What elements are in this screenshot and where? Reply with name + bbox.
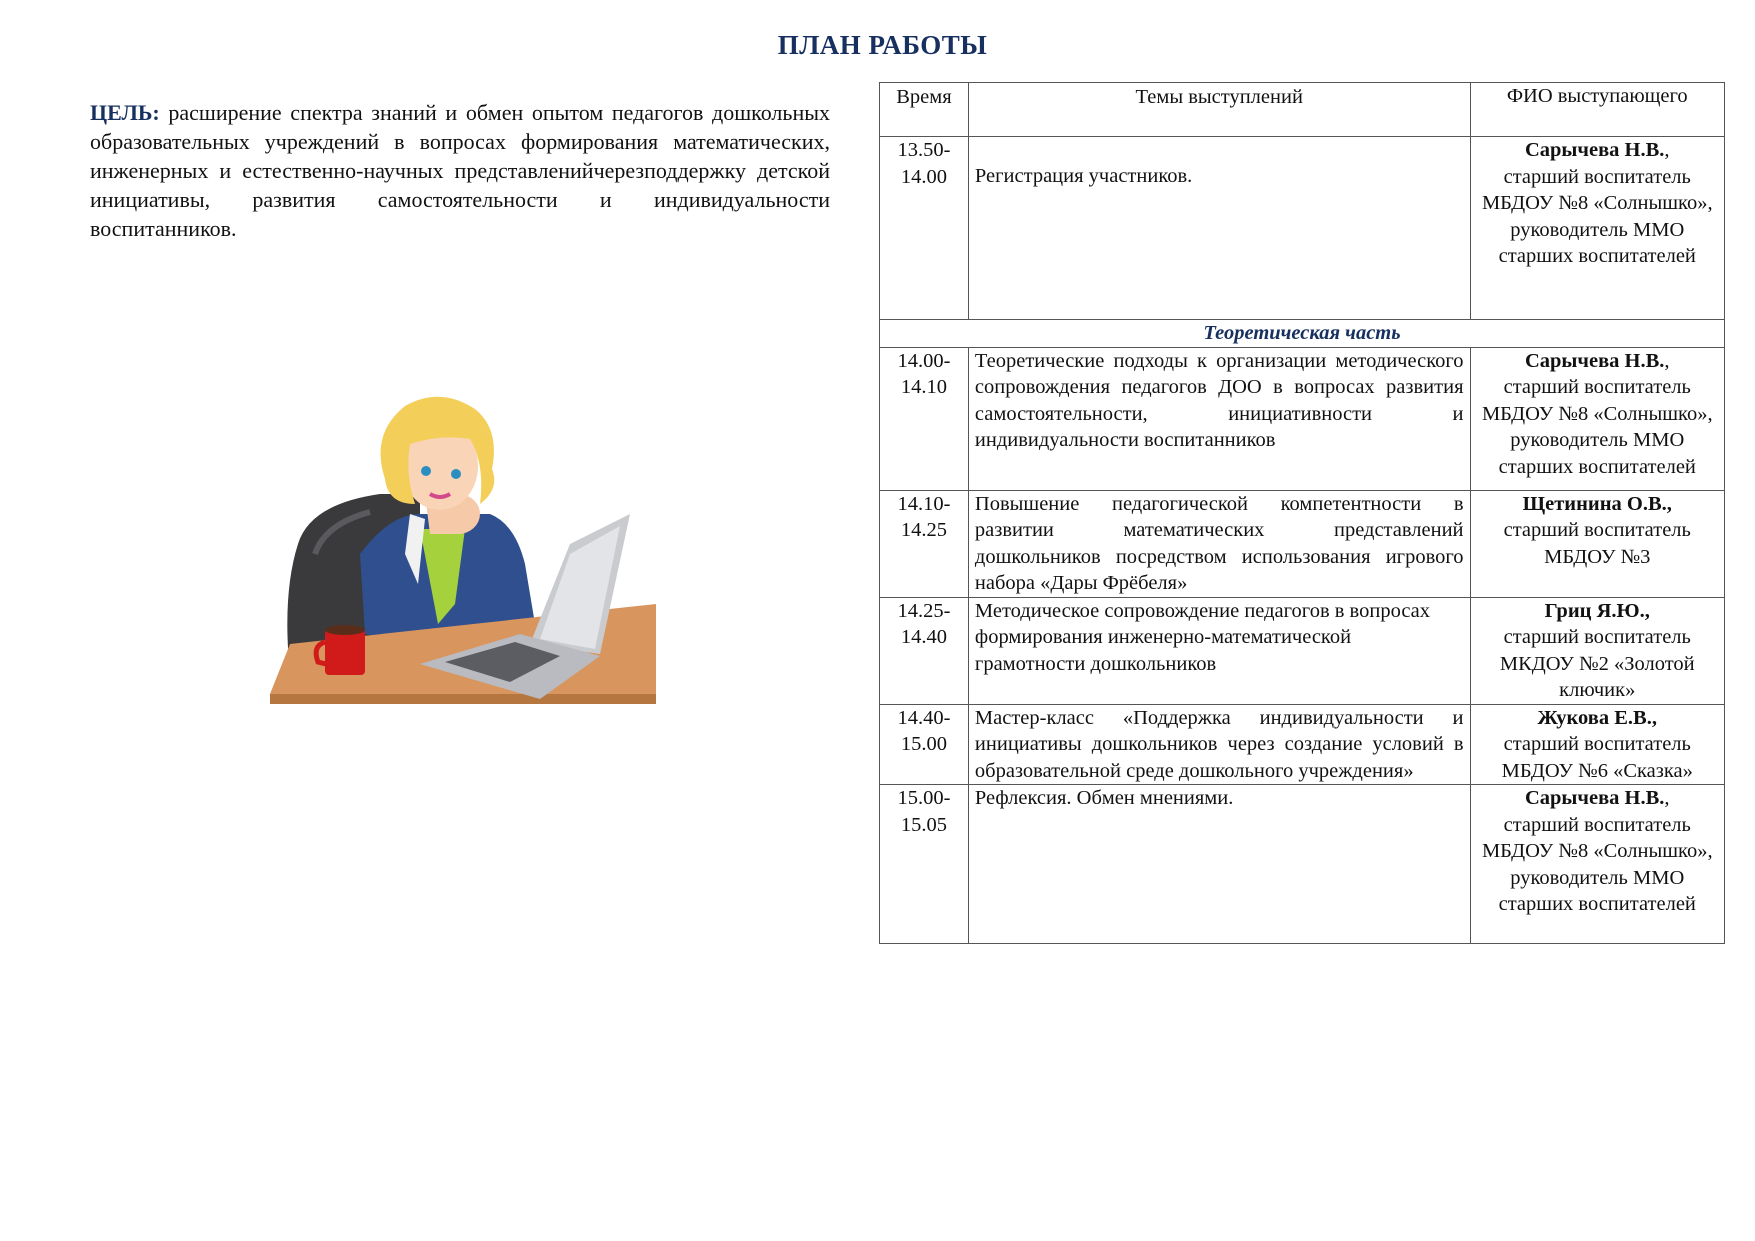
speaker-name: Сарычева Н.В. (1524, 139, 1665, 161)
topic-cell: Рефлексия. Обмен мнениями. (968, 785, 1470, 944)
time-cell (880, 785, 969, 944)
speaker-cell (1470, 490, 1724, 597)
speaker-cell (1470, 597, 1724, 704)
speaker-cell (1470, 137, 1724, 320)
time-start: 13.50- (897, 139, 951, 161)
header-speaker: ФИО выступающего (1470, 83, 1724, 137)
table-row (880, 347, 1725, 490)
time-end: 14.10 (900, 376, 948, 398)
speaker-role: старший воспитатель МБДОУ №8 «Солнышко», руководитель ММО старших воспитателей (1481, 376, 1713, 478)
speaker-name: Щетинина О.В., (1522, 492, 1672, 515)
time-end: 15.00 (900, 733, 948, 755)
time-start: 15.00- (897, 787, 951, 809)
page-title: ПЛАН РАБОТЫ (777, 30, 988, 60)
time-cell (880, 490, 969, 597)
schedule-table (879, 82, 1725, 944)
speaker-suffix: , (1664, 349, 1670, 372)
time-end: 14.25 (900, 519, 948, 541)
speaker-name: Жукова Е.В., (1537, 706, 1657, 729)
speaker-name: Гриц Я.Ю., (1544, 599, 1650, 622)
table-row (880, 137, 1725, 320)
topic-cell: Методическое сопровождение педагогов в вопросах формирования инженерно-математической грамотности дошкольников (968, 597, 1470, 704)
goal-label: ЦЕЛЬ: (90, 100, 160, 125)
speaker-cell (1470, 347, 1724, 490)
table-row (880, 785, 1725, 944)
time-end: 14.40 (900, 626, 948, 648)
speaker-suffix: , (1664, 139, 1670, 161)
coffee-mug (325, 629, 365, 675)
header-topics: Темы выступлений (968, 83, 1470, 137)
time-cell (880, 137, 969, 320)
time-end: 15.05 (900, 813, 948, 836)
topic-cell: Теоретические подходы к организации методического сопровождения педагогов ДОО в вопросах развития самостоятельности, инициативности и индивидуальности воспитанников (968, 347, 1470, 490)
speaker-role: старший воспитатель МБДОУ №8 «Солнышко», руководитель ММО старших воспитателей (1481, 165, 1713, 267)
goal-paragraph (90, 98, 830, 243)
header-time: Время (880, 83, 969, 137)
time-cell (880, 597, 969, 704)
topic-cell: Регистрация участников. (968, 137, 1470, 320)
time-end: 14.00 (900, 165, 948, 188)
time-start: 14.10- (897, 492, 951, 515)
speaker-role: старший воспитатель МБДОУ №3 (1503, 519, 1691, 568)
section-label: Теоретическая часть (880, 320, 1725, 348)
speaker-role: старший воспитатель МКДОУ №2 «Золотой ключик» (1499, 626, 1695, 701)
time-start: 14.00- (897, 349, 951, 372)
speaker-role: старший воспитатель МБДОУ №8 «Солнышко», руководитель ММО старших воспитателей (1481, 813, 1713, 915)
time-start: 14.25- (897, 599, 951, 622)
time-cell (880, 347, 969, 490)
speaker-cell (1470, 785, 1724, 944)
table-row (880, 704, 1725, 785)
topic-cell: Мастер-класс «Поддержка индивидуальности и инициативы дошкольников через создание условий в образовательной среде дошкольного учреждения» (968, 704, 1470, 785)
table-row (880, 597, 1725, 704)
time-cell (880, 704, 969, 785)
table-row (880, 490, 1725, 597)
section-row (880, 320, 1725, 348)
topic-cell: Повышение педагогической компетентности в развитии математических представлений дошкольников посредством использования игрового набора «Дары Фрёбеля» (968, 490, 1470, 597)
table-header-row (880, 83, 1725, 137)
speaker-role: старший воспитатель МБДОУ №6 «Сказка» (1501, 733, 1693, 782)
woman-at-laptop-illustration (270, 394, 656, 704)
speaker-cell (1470, 704, 1724, 785)
speaker-name: Сарычева Н.В. (1524, 349, 1665, 372)
goal-text: расширение спектра знаний и обмен опытом педагогов дошкольных образовательных учреждений в вопросах формирования математических, инженерных и естественно-научных представленийчерезподдержку детской инициативы, развития самостоятельности и индивидуальности воспитанников. (90, 100, 830, 241)
speaker-suffix: , (1664, 787, 1670, 809)
time-start: 14.40- (897, 706, 951, 729)
speaker-name: Сарычева Н.В. (1524, 787, 1665, 809)
